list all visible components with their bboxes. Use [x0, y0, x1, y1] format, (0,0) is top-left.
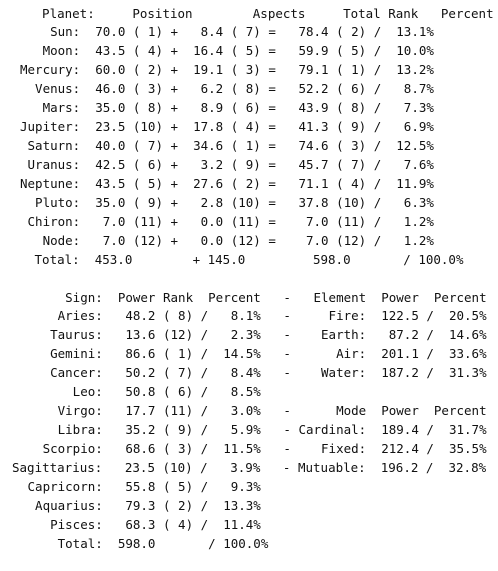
sign-row-taurus: Taurus: 13.6 (12) / 2.3% - Earth: 87.2 / 14.6%	[20, 327, 487, 342]
planet-row-chiron: Chiron: 7.0 (11) + 0.0 (11) = 7.0 (11) / 1.2%	[20, 214, 434, 229]
planet-row-neptune: Neptune: 43.5 ( 5) + 27.6 ( 2) = 71.1 ( 4) / 11.9%	[20, 176, 434, 191]
planet-row-node: Node: 7.0 (12) + 0.0 (12) = 7.0 (12) / 1.2%	[20, 233, 434, 248]
sign-row-scorpio: Scorpio: 68.6 ( 3) / 11.5% - Fixed: 212.4 / 35.5%	[20, 441, 487, 456]
planet-row-mars: Mars: 35.0 ( 8) + 8.9 ( 6) = 43.9 ( 8) / 7.3%	[20, 100, 434, 115]
sign-row-aquarius: Aquarius: 79.3 ( 2) / 13.3%	[20, 498, 261, 513]
sign-row-libra: Libra: 35.2 ( 9) / 5.9% - Cardinal: 189.4 / 31.7%	[20, 422, 487, 437]
planet-row-jupiter: Jupiter: 23.5 (10) + 17.8 ( 4) = 41.3 ( 9) / 6.9%	[20, 119, 434, 134]
planets-header: Planet: Position Aspects Total Rank Percent	[27, 6, 494, 21]
planet-row-sun: Sun: 70.0 ( 1) + 8.4 ( 7) = 78.4 ( 2) / 13.1%	[20, 24, 434, 39]
sign-row-sagittarius: Sagittarius: 23.5 (10) / 3.9% - Mutuable: 196.2 / 32.8%	[12, 460, 487, 475]
sign-row-total: Total: 598.0 / 100.0%	[20, 536, 269, 551]
planet-row-moon: Moon: 43.5 ( 4) + 16.4 ( 5) = 59.9 ( 5) / 10.0%	[20, 43, 434, 58]
planet-row-saturn: Saturn: 40.0 ( 7) + 34.6 ( 1) = 74.6 ( 3) / 12.5%	[20, 138, 434, 153]
signs-header: Sign: Power Rank Percent - Element Power Percent	[20, 290, 487, 305]
planet-row-pluto: Pluto: 35.0 ( 9) + 2.8 (10) = 37.8 (10) / 6.3%	[20, 195, 434, 210]
sign-row-virgo: Virgo: 17.7 (11) / 3.0% - Mode Power Percent	[20, 403, 487, 418]
planet-row-total: Total: 453.0 + 145.0 598.0 / 100.0%	[27, 252, 464, 267]
planet-row-mercury: Mercury: 60.0 ( 2) + 19.1 ( 3) = 79.1 ( 1) / 13.2%	[20, 62, 434, 77]
sign-row-gemini: Gemini: 86.6 ( 1) / 14.5% - Air: 201.1 / 33.6%	[20, 346, 487, 361]
planet-row-uranus: Uranus: 42.5 ( 6) + 3.2 ( 9) = 45.7 ( 7) / 7.6%	[20, 157, 434, 172]
sign-row-capricorn: Capricorn: 55.8 ( 5) / 9.3%	[20, 479, 261, 494]
sign-row-leo: Leo: 50.8 ( 6) / 8.5%	[20, 384, 261, 399]
planet-row-venus: Venus: 46.0 ( 3) + 6.2 ( 8) = 52.2 ( 6) / 8.7%	[20, 81, 434, 96]
sign-row-aries: Aries: 48.2 ( 8) / 8.1% - Fire: 122.5 / 20.5%	[20, 308, 487, 323]
sign-row-pisces: Pisces: 68.3 ( 4) / 11.4%	[20, 517, 261, 532]
sign-row-cancer: Cancer: 50.2 ( 7) / 8.4% - Water: 187.2 / 31.3%	[20, 365, 487, 380]
